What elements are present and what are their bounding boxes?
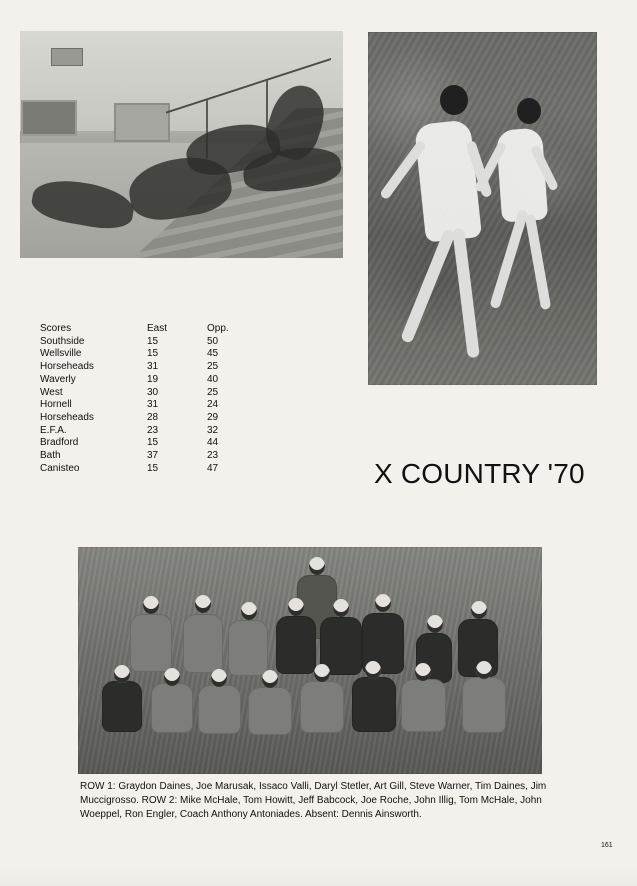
teammate-seated xyxy=(401,679,446,732)
opp-score: 47 xyxy=(207,462,219,474)
teammate-seated xyxy=(352,677,396,732)
teammate-head xyxy=(415,663,431,681)
opponent-name: Horseheads xyxy=(40,411,94,423)
east-score: 19 xyxy=(147,373,159,385)
east-score: 31 xyxy=(147,399,159,411)
opponent-name: West xyxy=(40,386,63,398)
teammate-standing xyxy=(183,614,223,673)
teammate-head xyxy=(288,598,304,616)
score-row xyxy=(40,437,272,450)
opponent-name: Canisteo xyxy=(40,462,80,474)
score-row xyxy=(40,425,272,438)
teammate-head xyxy=(262,670,278,688)
east-score: 15 xyxy=(147,348,159,360)
opponent-name: Bath xyxy=(40,450,61,462)
opp-score: 44 xyxy=(207,437,219,449)
opponent-name: Horseheads xyxy=(40,361,94,373)
east-score: 15 xyxy=(147,462,159,474)
teammate-seated xyxy=(300,681,344,733)
teammate-seated xyxy=(248,687,292,735)
gym-window xyxy=(21,100,77,136)
east-header-label: East xyxy=(147,323,168,334)
runner-head xyxy=(440,85,468,115)
east-score: 23 xyxy=(147,424,159,436)
east-score: 28 xyxy=(147,411,159,423)
score-row xyxy=(40,450,272,463)
score-row xyxy=(40,374,272,387)
page-title: X COUNTRY '70 xyxy=(374,458,585,489)
opponent-name: Hornell xyxy=(40,399,72,411)
opp-score: 50 xyxy=(207,335,219,347)
score-row xyxy=(40,336,272,349)
opponent-name: Southside xyxy=(40,335,85,347)
scores-header-row xyxy=(40,323,272,336)
east-score: 15 xyxy=(147,335,159,347)
teammate-head xyxy=(471,601,487,619)
opponent-name: Bradford xyxy=(40,437,79,449)
east-score: 30 xyxy=(147,386,159,398)
east-score: 31 xyxy=(147,361,159,373)
gym-photo xyxy=(20,31,343,258)
page-edge-wear xyxy=(0,866,637,886)
teammate-standing xyxy=(276,616,316,674)
scores-table xyxy=(40,323,272,475)
team-caption: ROW 1: Graydon Daines, Joe Marusak, Issaco Valli, Daryl Stetler, Art Gill, Steve Warner, Tim Daines, Jim Muccigrosso. ROW 2: Mike McHale, Tom Howitt, Jeff Babcock, Joe Roche, John Illig, Tom McHale, John Woeppel, Ron Engler, Coach Anthony Antoniades. Absent: Dennis Ainsworth. xyxy=(80,781,547,820)
runners-photo xyxy=(368,32,597,385)
score-row xyxy=(40,463,272,476)
opp-header-label: Opp. xyxy=(207,323,229,334)
teammate-head xyxy=(314,664,330,682)
teammate-head xyxy=(476,661,492,679)
teammate-head xyxy=(333,599,349,617)
opp-score: 45 xyxy=(207,348,219,360)
teammate-head xyxy=(143,596,159,614)
opp-score: 25 xyxy=(207,386,219,398)
opp-score: 25 xyxy=(207,361,219,373)
scores-header-label: Scores xyxy=(40,323,72,334)
teammate-head xyxy=(365,661,381,679)
teammate-head xyxy=(164,668,180,686)
teammate-head xyxy=(375,594,391,612)
opponent-name: Waverly xyxy=(40,373,76,385)
runner-body xyxy=(496,128,548,223)
teammate-head xyxy=(427,615,443,633)
opponent-name: E.F.A. xyxy=(40,424,67,436)
teammate-head xyxy=(211,669,227,687)
teammate-seated xyxy=(151,683,193,733)
score-row xyxy=(40,399,272,412)
teammate-seated xyxy=(198,685,241,734)
opp-score: 29 xyxy=(207,411,219,423)
teammate-head xyxy=(114,665,130,683)
coach-head xyxy=(309,557,325,575)
gym-door xyxy=(114,103,170,142)
score-row xyxy=(40,361,272,374)
opp-score: 32 xyxy=(207,424,219,436)
teammate-standing xyxy=(228,620,268,676)
east-score: 15 xyxy=(147,437,159,449)
page-number: 161 xyxy=(601,842,613,849)
opp-score: 40 xyxy=(207,373,219,385)
teammate-seated xyxy=(462,677,506,733)
east-score: 37 xyxy=(147,450,159,462)
team-photo xyxy=(78,547,542,774)
teammate-head xyxy=(195,595,211,613)
runner-head xyxy=(517,98,541,124)
score-row xyxy=(40,348,272,361)
opp-score: 23 xyxy=(207,450,219,462)
teammate-seated xyxy=(102,681,142,732)
score-row xyxy=(40,387,272,400)
opp-score: 24 xyxy=(207,399,219,411)
gym-sign xyxy=(51,48,83,66)
teammate-head xyxy=(241,602,257,620)
teammate-standing xyxy=(130,614,172,672)
score-row xyxy=(40,412,272,425)
opponent-name: Wellsville xyxy=(40,348,82,360)
